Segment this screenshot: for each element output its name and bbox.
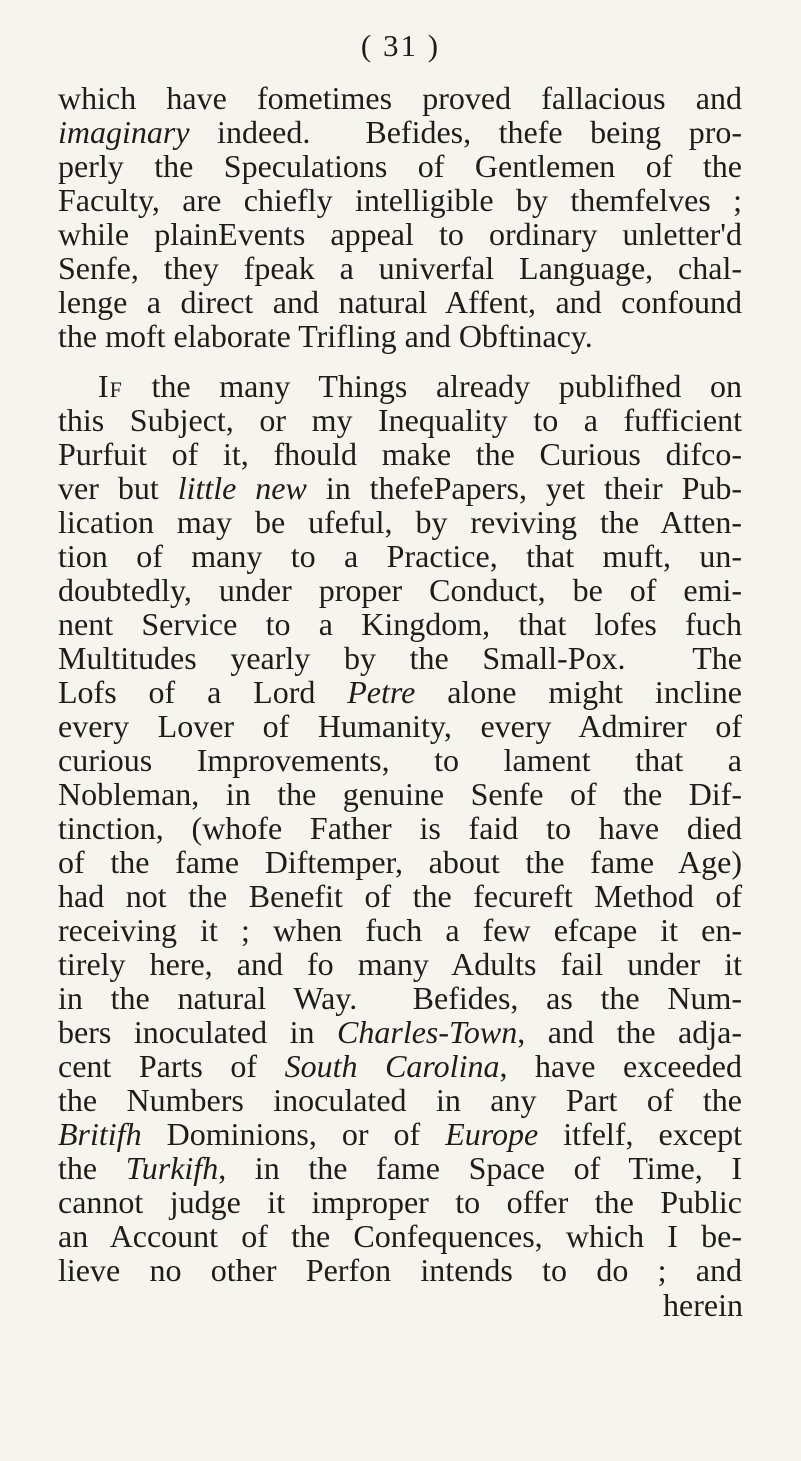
text-line: tion of many to a Practice, that muft, un-: [58, 538, 742, 574]
text-line: an Account of the Confequences, which I be-: [58, 1218, 742, 1254]
text-line: tinction, (whofe Father is faid to have died: [58, 810, 742, 846]
text-line: cannot judge it improper to offer the Public: [58, 1184, 742, 1220]
text-line: nent Service to a Kingdom, that lofes fuch: [58, 606, 742, 642]
text-line: Multitudes yearly by the Small-Pox. The: [58, 640, 742, 676]
text-line: had not the Benefit of the fecureft Method of: [58, 878, 742, 914]
text-line: of the fame Diftemper, about the fame Age): [58, 844, 742, 880]
text-line: lenge a direct and natural Affent, and confound: [58, 284, 742, 320]
text-line: perly the Speculations of Gentlemen of the: [58, 148, 742, 184]
text-line: in the natural Way. Befides, as the Num-: [58, 980, 742, 1016]
text-line: the Numbers inoculated in any Part of the: [58, 1082, 742, 1118]
text-line: Lofs of a Lord Petre alone might incline: [58, 674, 742, 710]
text-line: curious Improvements, to lament that a: [58, 742, 742, 778]
text-line: receiving it ; when fuch a few efcape it en-: [58, 912, 742, 948]
text-line: Britifh Dominions, or of Europe itfelf, except: [58, 1116, 742, 1152]
text-line: lieve no other Perfon intends to do ; and: [58, 1252, 742, 1288]
text-line: Purfuit of it, fhould make the Curious difco-: [58, 436, 742, 472]
text-line: the moft elaborate Trifling and Obftinacy.: [58, 318, 593, 354]
text-line: the Turkifh, in the fame Space of Time, I: [58, 1150, 743, 1186]
text-line: while plainEvents appeal to ordinary unletter'd: [58, 216, 742, 252]
text-line: Nobleman, in the genuine Senfe of the Dif-: [58, 776, 742, 812]
text-line: this Subject, or my Inequality to a fufficient: [58, 402, 742, 438]
text-line: bers inoculated in Charles-Town, and the adja-: [58, 1014, 743, 1050]
page-number: ( 31 ): [360, 28, 441, 63]
text-line: which have fometimes proved fallacious and: [58, 80, 742, 116]
text-line: tirely here, and fo many Adults fail under it: [58, 946, 742, 982]
text-line: every Lover of Humanity, every Admirer of: [58, 708, 742, 744]
text-line: If the many Things already publifhed on: [98, 368, 742, 404]
text-line: herein: [663, 1287, 743, 1323]
text-line: doubtedly, under proper Conduct, be of emi-: [58, 572, 742, 608]
text-line: cent Parts of South Carolina, have exceeded: [58, 1048, 743, 1084]
text-line: Senfe, they fpeak a univerfal Language, chal-: [58, 250, 742, 286]
text-line: ver but little new in thefePapers, yet their Pub-: [58, 470, 743, 506]
text-line: imaginary indeed. Befides, thefe being pro-: [58, 114, 742, 150]
text-line: lication may be ufeful, by reviving the Atten-: [58, 504, 742, 540]
text-line: Faculty, are chiefly intelligible by themfelves ;: [58, 182, 742, 218]
